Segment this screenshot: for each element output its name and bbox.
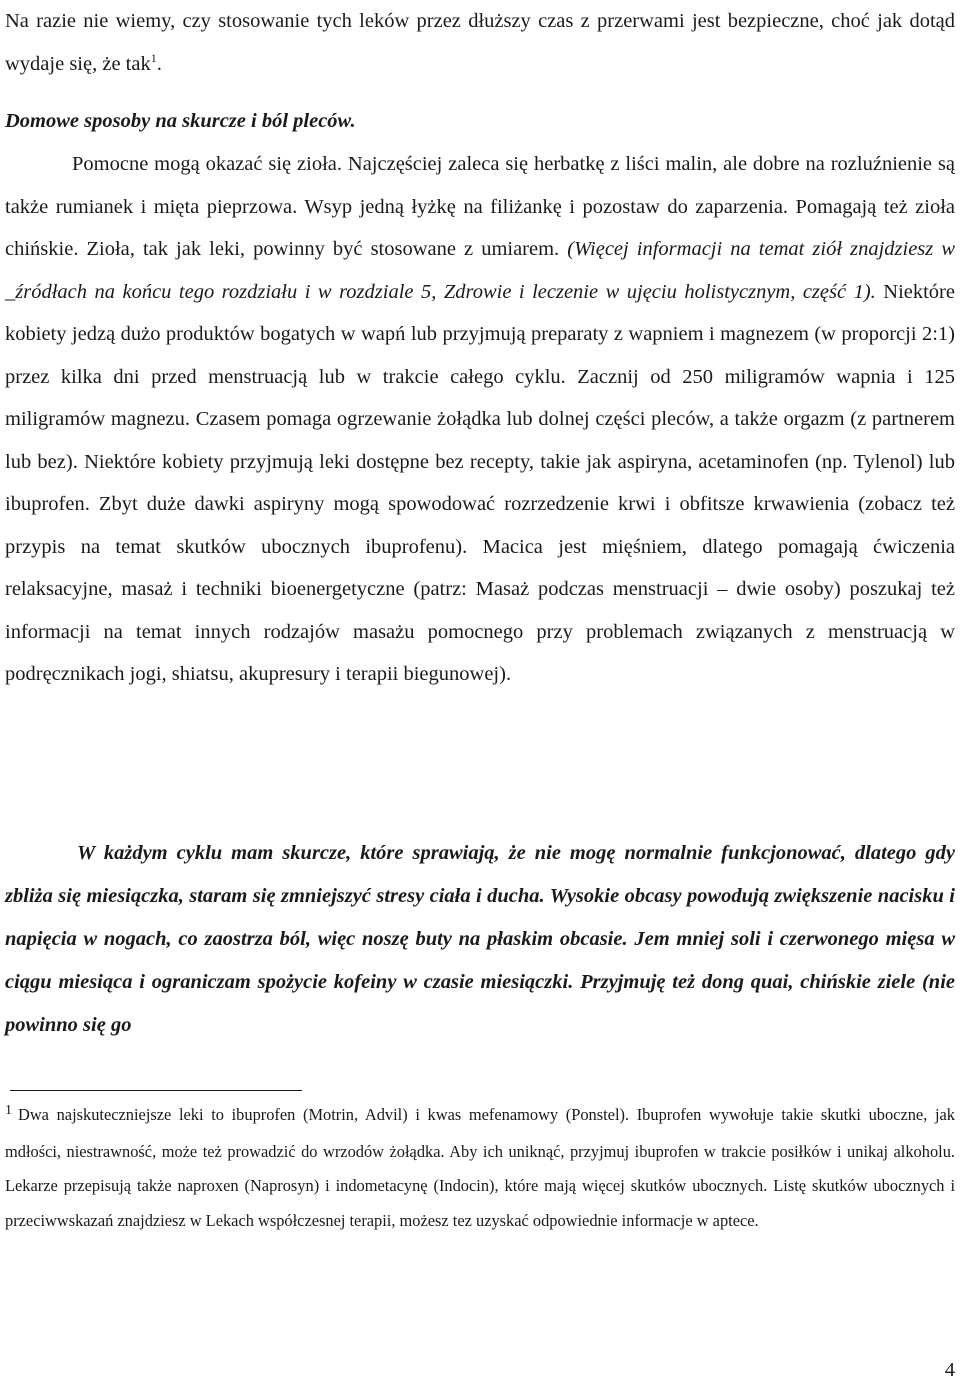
footnote xyxy=(5,1098,955,1238)
testimonial-quote: W każdym cyklu mam skurcze, które sprawiają, że nie mogę normalnie funkcjonować, dlatego gdy zbliża się miesiączka, staram się zmniejszyć stresy ciała i ducha. Wysokie obcasy powodują zwiększenie nacisku i napięcia w nogach, co zaostrza ból, więc noszę buty na płaskim obcasie. Jem mniej soli i czerwonego mięsa w ciągu miesiąca i ograniczam spożycie kofeiny w czasie miesiączki. Przyjmuję też dong quai, chińskie ziele (nie powinno się go xyxy=(5,842,955,1036)
intro-paragraph xyxy=(5,0,955,85)
main-paragraph-rest: Niektóre kobiety jedzą dużo produktów bogatych w wapń lub przyjmują preparaty z wapniem i magnezem (w proporcji 2:1) przez kilka dni przed menstruacją lub w trakcie całego cyklu. Zacznij od 250 miligramów wapnia i 125 miligramów magnezu. Czasem pomaga ogrzewanie żołądka lub dolnej części pleców, a także orgazm (z partnerem lub bez). Niektóre kobiety przyjmują leki dostępne bez recepty, takie jak aspiryna, acetaminofen (np. Tylenol) lub ibuprofen. Zbyt duże dawki aspiryny mogą spowodować rozrzedzenie krwi i obfitsze krwawienia (zobacz też przypis na temat skutków ubocznych ibuprofenu). Macica jest mięśniem, dlatego pomagają ćwiczenia relaksacyjne, masaż i techniki bioenergetyczne (patrz: Masaż podczas menstruacji – dwie osoby) poszukaj też informacji na temat innych rodzajów masażu pomocnego przy problemach związanych z menstruacją w podręcznikach jogi, shiatsu, akupresury i terapii biegunowej). xyxy=(5,280,955,685)
section-heading: Domowe sposoby na skurcze i ból pleców. xyxy=(5,110,356,132)
intro-period: . xyxy=(156,52,162,75)
main-paragraph xyxy=(5,143,955,696)
main-paragraph-start: Pomocne mogą okazać się zioła. Najczęściej zaleca się herbatkę z liści malin, ale dobre na rozluźnienie są także rumianek i mięta pieprzowa. Wsyp jedną łyżkę na filiżankę i pozostaw do zaparzenia. Pomagają też zioła chińskie. Zioła, tak jak leki, powinny być stosowane z umiarem. xyxy=(5,153,955,260)
page-number: 4 xyxy=(944,1359,955,1381)
footnote-text: Dwa najskuteczniejsze leki to ibuprofen (Motrin, Advil) i kwas mefenamowy (Ponstel). Ibuprofen wywołuje takie skutki uboczne, jak mdłości, niestrawność, może też prowadzić do wrzodów żołądka. Aby ich uniknąć, przyjmuj ibuprofen w trakcie posiłków i unikaj alkoholu. Lekarze przepisują także naproxen (Naprosyn) i indometacynę (Indocin), które mają więcej skutków ubocznych. Listę skutków ubocznych i przeciwwskazań znajdziesz w Lekach współczesnej terapii, możesz tez uzyskać odpowiednie informacje w aptece. xyxy=(5,1105,955,1230)
footnote-number: 1 xyxy=(5,1103,12,1118)
cross-reference-note: (Więcej informacji na temat ziół znajdziesz w _źródłach na końcu tego rozdziału i w rozdziale 5, Zdrowie i leczenie w ujęciu holistycznym, część 1). xyxy=(5,238,955,303)
footnote-reference[interactable]: 1 xyxy=(150,50,157,65)
intro-text: Na razie nie wiemy, czy stosowanie tych leków przez dłuższy czas z przerwami jest bezpieczne, choć jak dotąd wydaje się, że tak xyxy=(5,10,955,75)
footnote-divider xyxy=(10,1090,302,1091)
